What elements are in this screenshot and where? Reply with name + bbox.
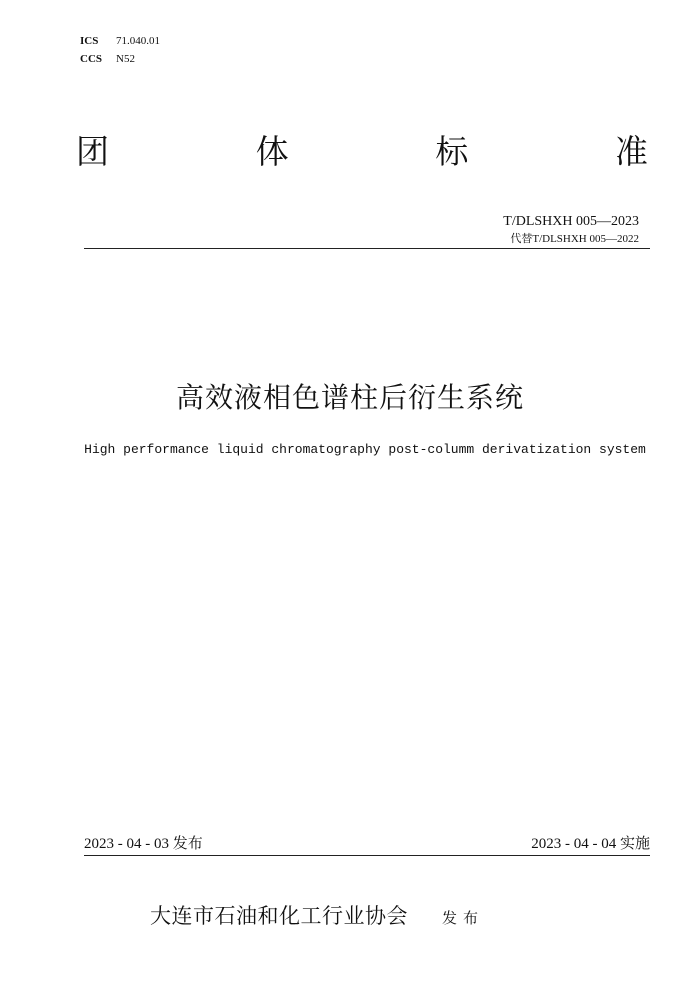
ics-value: 71.040.01: [116, 35, 160, 47]
publisher-action: 发布: [442, 909, 485, 927]
standard-type-char: 团: [76, 132, 109, 171]
publisher-line: [150, 903, 484, 931]
implementation-date: 2023 - 04 - 04 实施: [531, 836, 650, 852]
standard-type-char: 准: [614, 132, 648, 171]
standard-type-char: 标: [435, 132, 469, 171]
ics-label: ICS: [80, 35, 99, 47]
ccs-value: N52: [116, 53, 135, 65]
publisher-organization: 大连市石油和化工行业协会: [150, 904, 408, 928]
title-chinese: 高效液相色谱柱后衍生系统: [175, 381, 524, 414]
replaces-standard: 代替T/DLSHXH 005—2022: [510, 233, 639, 245]
footer-divider: [84, 855, 650, 856]
header-divider: [84, 248, 650, 249]
title-english: High performance liquid chromatography post-columm derivatization system: [84, 442, 646, 457]
ccs-label: CCS: [80, 53, 103, 65]
ics-row: [80, 34, 160, 48]
issue-date: 2023 - 04 - 03 发布: [84, 836, 203, 852]
standard-type-heading: [76, 132, 648, 172]
standard-number: T/DLSHXH 005—2023: [503, 214, 639, 229]
standard-type-char: 体: [255, 132, 289, 171]
ccs-row: [80, 52, 135, 66]
